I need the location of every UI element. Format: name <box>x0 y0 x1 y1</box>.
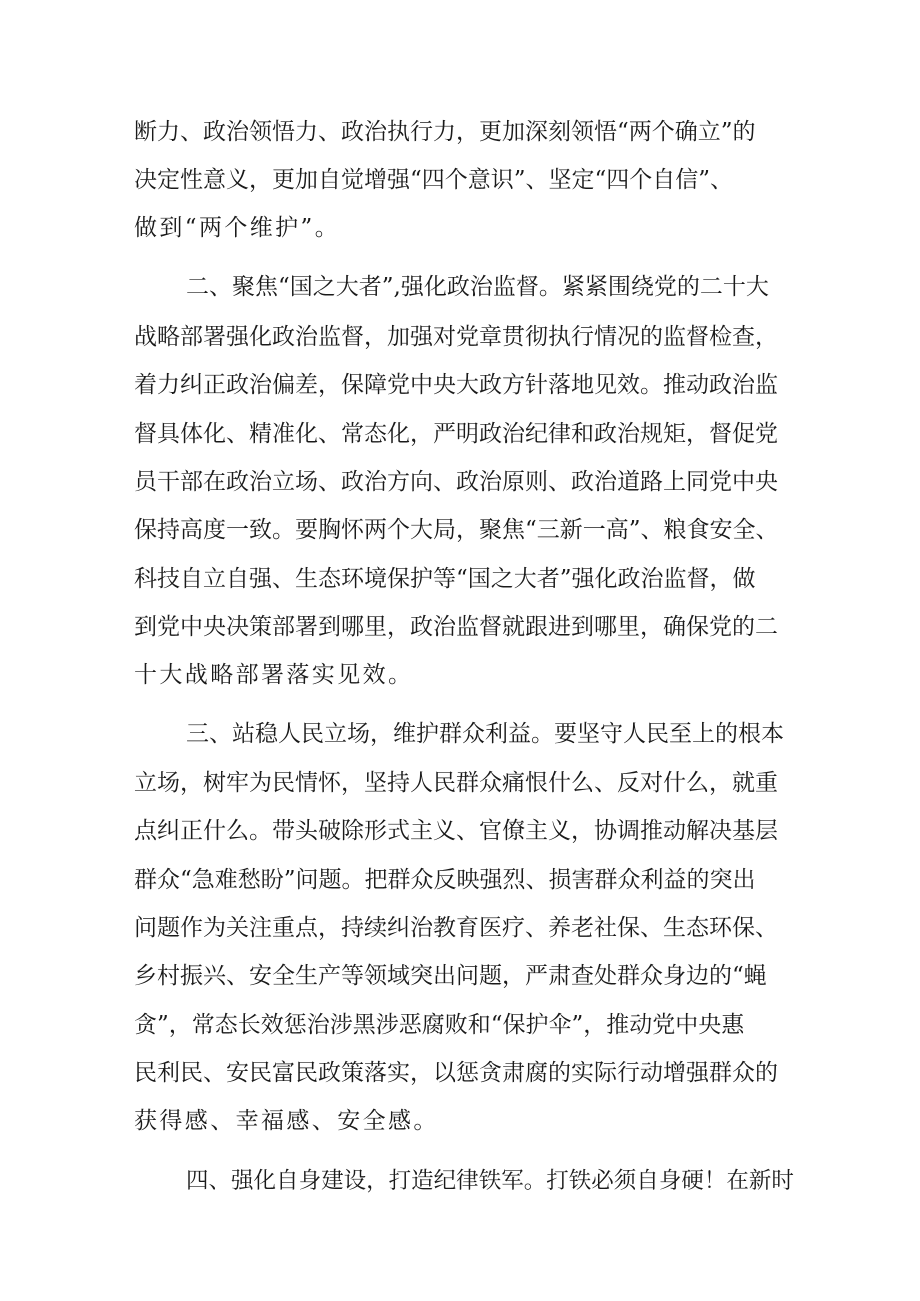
text-line: 督具体化、精准化、常态化，严明政治纪律和政治规矩，督促党 <box>134 421 778 447</box>
text-line: 民利民、安民富民政策落实，以惩贪肃腐的实际行动增强群众的 <box>134 1060 778 1086</box>
text-line: 群众“急难愁盼”问题。把群众反映强烈、损害群众利益的突出 <box>134 867 756 893</box>
text-line: 乡村振兴、安全生产等领域突出问题，严肃查处群众身边的“蝇 <box>134 963 767 989</box>
text-line: 做到“两个维护”。 <box>134 215 341 241</box>
text-line: 获得感、幸福感、安全感。 <box>134 1108 439 1134</box>
text-line: 科技自立自强、生态环境保护等“国之大者”强化政治监督，做 <box>134 566 756 592</box>
text-line: 四、强化自身建设，打造纪律铁军。打铁必须自身硬！在新时 <box>186 1168 794 1194</box>
text-line: 三、站稳人民立场，维护群众利益。要坚守人民至上的根本 <box>186 721 784 747</box>
text-line: 到党中央决策部署到哪里，政治监督就跟进到哪里，确保党的二 <box>134 614 778 640</box>
text-line: 立场，树牢为民情怀，坚持人民群众痛恨什么、反对什么，就重 <box>134 770 778 796</box>
text-line: 保持高度一致。要胸怀两个大局，聚焦“三新一高”、粮食安全、 <box>134 517 779 543</box>
text-line: 贪”，常态长效惩治涉黑涉恶腐败和“保护伞”，推动党中央惠 <box>134 1012 745 1038</box>
text-line: 二、聚焦“国之大者”,强化政治监督。紧紧围绕党的二十大 <box>186 274 769 300</box>
text-line: 着力纠正政治偏差，保障党中央大政方针落地见效。推动政治监 <box>134 372 778 398</box>
text-line: 员干部在政治立场、政治方向、政治原则、政治道路上同党中央 <box>134 469 778 495</box>
text-line: 问题作为关注重点，持续纠治教育医疗、养老社保、生态环保、 <box>134 915 778 941</box>
text-line: 十大战略部署落实见效。 <box>134 662 414 688</box>
text-line: 战略部署强化政治监督，加强对党章贯彻执行情况的监督检查， <box>134 324 778 350</box>
text-line: 决定性意义，更加自觉增强“四个意识”、坚定“四个自信”、 <box>134 167 734 193</box>
text-line: 点纠正什么。带头破除形式主义、官僚主义，协调推动解决基层 <box>134 818 778 844</box>
text-line: 断力、政治领悟力、政治执行力，更加深刻领悟“两个确立”的 <box>134 119 756 145</box>
